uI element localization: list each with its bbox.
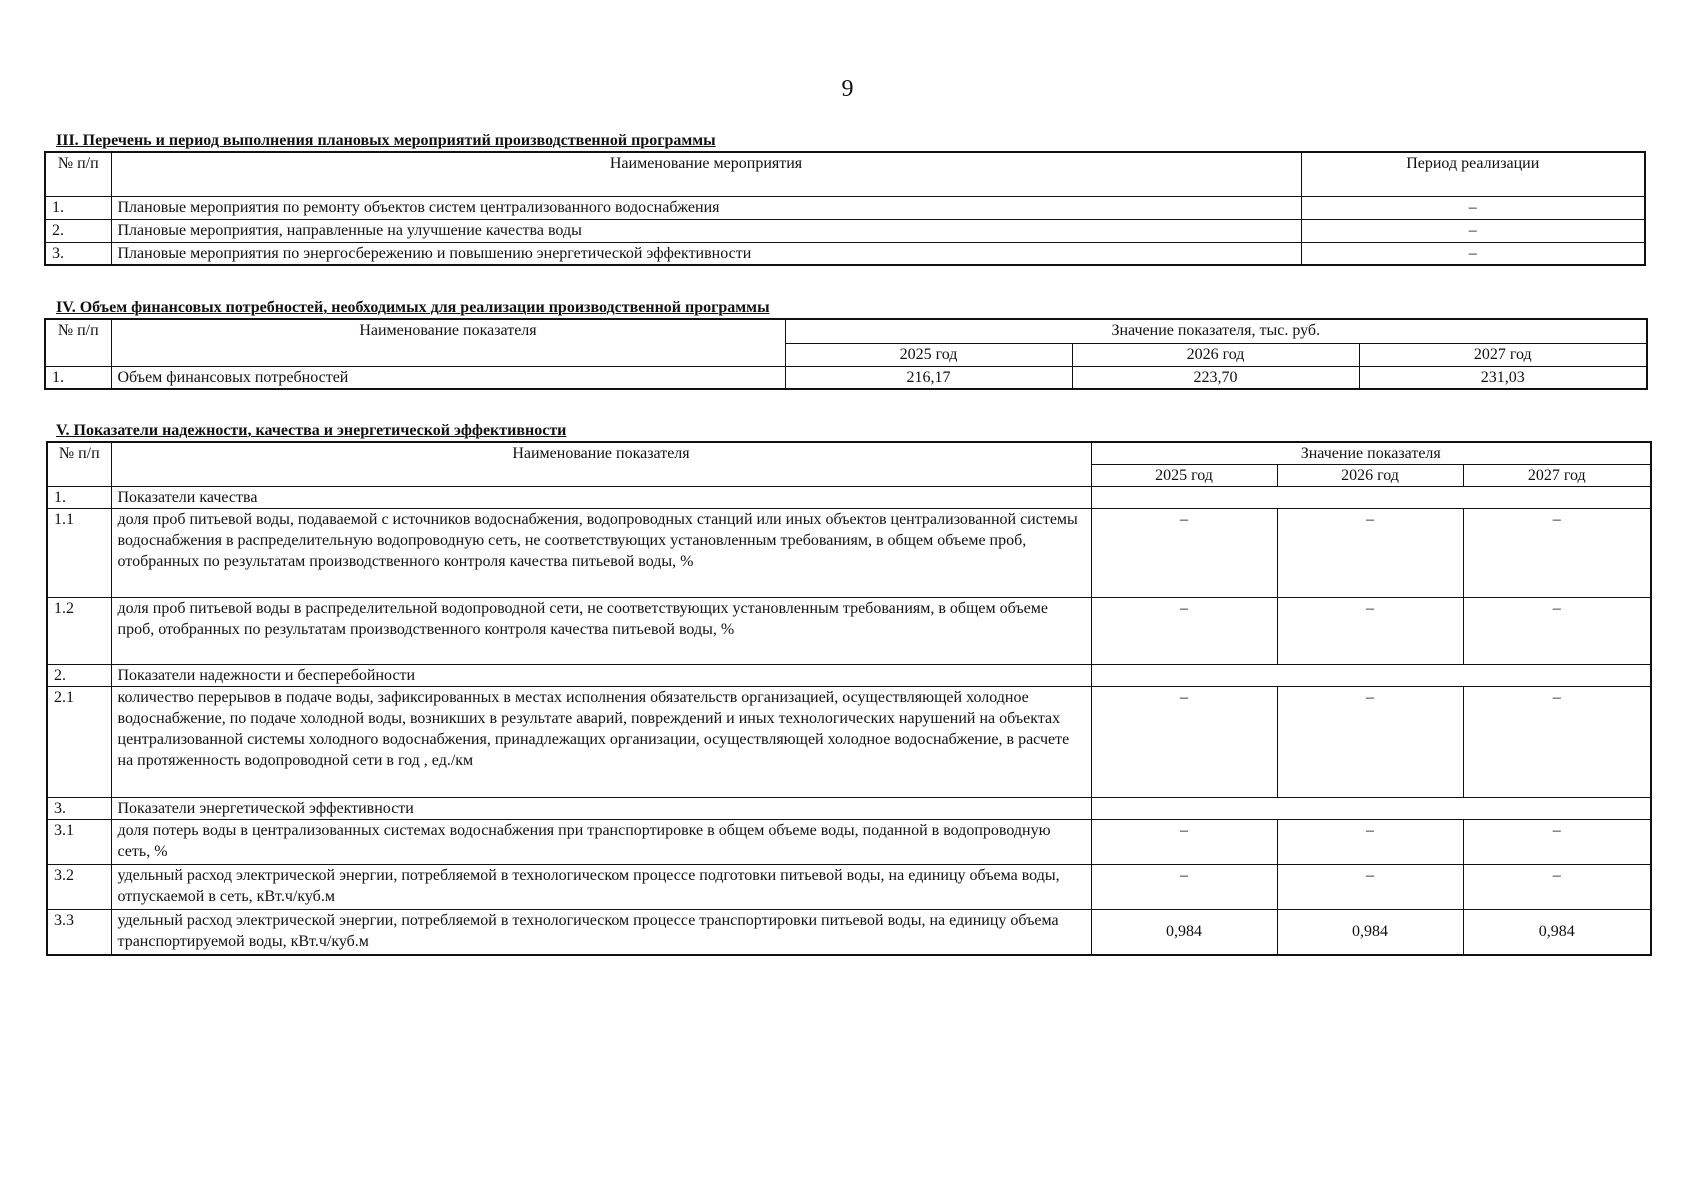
s5-row-num: 3.2	[47, 865, 111, 910]
section3-table	[44, 151, 1646, 266]
s5-row-name: удельный расход электрической энергии, потребляемой в технологическом процессе подготовки питьевой воды, на единицу объема воды, отпускаемой в сеть, кВт.ч/куб.м	[111, 865, 1091, 910]
section4-table	[44, 318, 1648, 390]
s5-row-value: –	[1463, 865, 1651, 910]
s4-header-value: Значение показателя, тыс. руб.	[785, 319, 1647, 343]
s5-row-num: 1.	[47, 487, 111, 509]
s5-row-name: удельный расход электрической энергии, потребляемой в технологическом процессе транспортировки питьевой воды, на единицу объема транспортируемой воды, кВт.ч/куб.м	[111, 910, 1091, 955]
s5-row-empty	[1091, 798, 1651, 820]
section3-title: III. Перечень и период выполнения плановых мероприятий производственной программы	[56, 132, 716, 149]
s3-row-period: –	[1301, 196, 1645, 219]
s5-row-name: доля проб питьевой воды, подаваемой с источников водоснабжения, водопроводных станций или иных объектов централизованной системы водоснабжения в распределительную водопроводную сеть, не соответствующих установленным требованиям, в общем объеме проб, отобранных по результатам производственного контроля качества питьевой воды, %	[111, 509, 1091, 598]
s5-row-name: Показатели надежности и бесперебойности	[111, 665, 1091, 687]
s5-row-num: 2.	[47, 665, 111, 687]
section5-table	[46, 441, 1652, 956]
s4-row-name: Объем финансовых потребностей	[111, 366, 785, 389]
s5-row-name: Показатели качества	[111, 487, 1091, 509]
section4-title: IV. Объем финансовых потребностей, необходимых для реализации производственной программы	[56, 299, 770, 316]
s5-row-num: 2.1	[47, 687, 111, 798]
s5-header-year: 2025 год	[1091, 465, 1277, 487]
s5-row-empty	[1091, 665, 1651, 687]
s5-header-num: № п/п	[47, 442, 111, 487]
s5-row-value: –	[1277, 865, 1463, 910]
s5-row-num: 3.3	[47, 910, 111, 955]
s5-row-num: 3.	[47, 798, 111, 820]
s5-row-value: –	[1091, 598, 1277, 665]
table-row	[45, 219, 1645, 242]
s5-header-value: Значение показателя	[1091, 442, 1651, 465]
s3-row-num: 2.	[45, 219, 111, 242]
s5-row-value: 0,984	[1463, 910, 1651, 955]
s5-row-name: доля потерь воды в централизованных системах водоснабжения при транспортировке в общем объеме воды, поданной в водопроводную сеть, %	[111, 820, 1091, 865]
table-row	[47, 665, 1651, 687]
s5-row-num: 1.2	[47, 598, 111, 665]
s5-row-value: –	[1277, 820, 1463, 865]
table-row	[45, 366, 1647, 389]
table-row	[47, 487, 1651, 509]
s5-row-value: –	[1463, 687, 1651, 798]
s4-header-year: 2026 год	[1072, 343, 1359, 366]
s5-row-num: 1.1	[47, 509, 111, 598]
s4-row-value: 216,17	[785, 366, 1072, 389]
s5-header-name: Наименование показателя	[111, 442, 1091, 487]
s3-header-period: Период реализации	[1301, 152, 1645, 196]
s5-row-value: –	[1277, 687, 1463, 798]
table-row	[47, 865, 1651, 910]
s5-row-value: –	[1277, 598, 1463, 665]
s3-header-num: № п/п	[45, 152, 111, 196]
s5-row-value: –	[1091, 865, 1277, 910]
table-row	[45, 196, 1645, 219]
s5-row-value: –	[1091, 820, 1277, 865]
table-row	[47, 910, 1651, 955]
s4-header-year: 2027 год	[1359, 343, 1647, 366]
s3-row-name: Плановые мероприятия по ремонту объектов систем централизованного водоснабжения	[111, 196, 1301, 219]
s4-row-value: 231,03	[1359, 366, 1647, 389]
table-row	[47, 687, 1651, 798]
s5-row-name: Показатели энергетической эффективности	[111, 798, 1091, 820]
s4-row-num: 1.	[45, 366, 111, 389]
table-row	[47, 598, 1651, 665]
table-row	[47, 509, 1651, 598]
table-row	[47, 820, 1651, 865]
s5-row-value: –	[1277, 509, 1463, 598]
s5-row-value: –	[1091, 509, 1277, 598]
table-row	[47, 798, 1651, 820]
page-number: 9	[841, 76, 854, 102]
s3-row-period: –	[1301, 242, 1645, 265]
s3-header-name: Наименование мероприятия	[111, 152, 1301, 196]
s5-row-empty	[1091, 487, 1651, 509]
s5-row-value: –	[1463, 598, 1651, 665]
s5-row-value: –	[1091, 687, 1277, 798]
s3-row-period: –	[1301, 219, 1645, 242]
s4-header-num: № п/п	[45, 319, 111, 366]
s4-header-year: 2025 год	[785, 343, 1072, 366]
s5-row-value: –	[1463, 820, 1651, 865]
s5-row-value: 0,984	[1277, 910, 1463, 955]
s5-row-value: –	[1463, 509, 1651, 598]
table-row	[45, 242, 1645, 265]
s5-header-year: 2027 год	[1463, 465, 1651, 487]
s4-header-name: Наименование показателя	[111, 319, 785, 366]
s3-row-name: Плановые мероприятия, направленные на улучшение качества воды	[111, 219, 1301, 242]
s5-row-name: количество перерывов в подаче воды, зафиксированных в местах исполнения обязательств организацией, осуществляющей холодное водоснабжение, по подаче холодной воды, возникших в результате аварий, повреждений и иных технологических нарушений на объектах централизованной системы холодного водоснабжения, принадлежащих организации, осуществляющей холодное водоснабжение, в расчете на протяженность водопроводной сети в год , ед./км	[111, 687, 1091, 798]
s3-row-name: Плановые мероприятия по энергосбережению и повышению энергетической эффективности	[111, 242, 1301, 265]
s3-row-num: 1.	[45, 196, 111, 219]
s5-row-name: доля проб питьевой воды в распределительной водопроводной сети, не соответствующих установленным требованиям, в общем объеме проб, отобранных по результатам производственного контроля качества питьевой воды, %	[111, 598, 1091, 665]
s5-row-value: 0,984	[1091, 910, 1277, 955]
s5-header-year: 2026 год	[1277, 465, 1463, 487]
s3-row-num: 3.	[45, 242, 111, 265]
s5-row-num: 3.1	[47, 820, 111, 865]
section5-title: V. Показатели надежности, качества и энергетической эффективности	[56, 422, 567, 439]
s4-row-value: 223,70	[1072, 366, 1359, 389]
